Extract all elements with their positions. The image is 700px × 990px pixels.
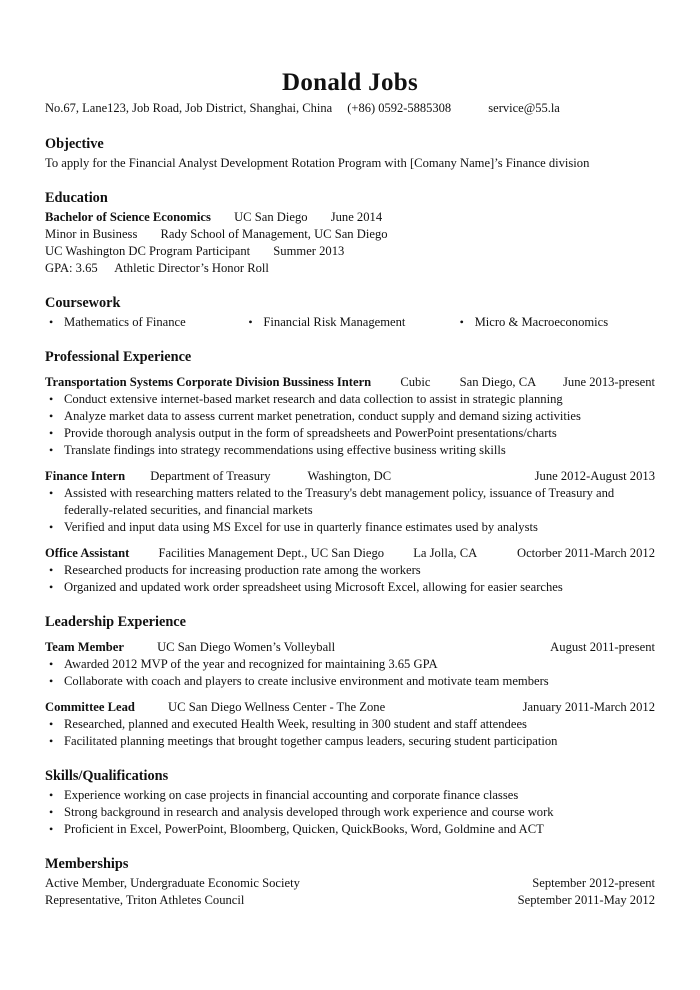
list-item: • Researched products for increasing production rate among the workers	[45, 562, 655, 579]
objective-title: Objective	[45, 136, 104, 152]
membership-date: September 2012-present	[532, 876, 655, 890]
list-item: • Facilitated planning meetings that brought together campus leaders, securing student participation	[45, 733, 655, 750]
job-role: Team Member	[45, 640, 124, 654]
job-date: January 2011-March 2012	[522, 700, 655, 714]
contact-line	[45, 100, 655, 117]
list-item: • Strong background in research and analysis developed through work experience and course work	[45, 804, 655, 821]
job-role: Office Assistant	[45, 546, 130, 560]
honor: Athletic Director’s Honor Roll	[114, 261, 269, 275]
list-item: • Researched, planned and executed Health Week, resulting in 300 student and staff attendees	[45, 716, 655, 733]
email: service@55.la	[488, 101, 560, 115]
leadership-entry	[45, 699, 655, 750]
membership-row	[45, 875, 655, 892]
leadership-title: Leadership Experience	[45, 614, 186, 630]
job-header	[45, 639, 655, 656]
list-item: • Verified and input data using MS Excel for use in quarterly finance estimates used by analysts	[45, 519, 655, 536]
education-minor-line	[45, 226, 655, 243]
candidate-name: Donald Jobs	[282, 69, 418, 96]
leadership-entry	[45, 639, 655, 690]
minor: Minor in Business	[45, 227, 138, 241]
job-org: Cubic	[400, 375, 431, 389]
education-program-line	[45, 243, 655, 260]
job-entry	[45, 374, 655, 459]
job-header	[45, 545, 655, 562]
education-title: Education	[45, 190, 108, 206]
coursework-title: Coursework	[45, 295, 121, 311]
program-date: Summer 2013	[273, 244, 345, 258]
program: UC Washington DC Program Participant	[45, 244, 251, 258]
list-item: • Micro & Macroeconomics	[456, 314, 655, 331]
job-role: Transportation Systems Corporate Division Bussiness Intern	[45, 375, 372, 389]
list-item: • Organized and updated work order spreadsheet using Microsoft Excel, allowing for easier searches	[45, 579, 655, 596]
job-bullets	[45, 716, 655, 750]
job-header	[45, 699, 655, 716]
job-location: La Jolla, CA	[413, 546, 478, 560]
job-entry	[45, 468, 655, 536]
list-item: • Experience working on case projects in financial accounting and corporate finance classes	[45, 787, 655, 804]
list-item: • Financial Risk Management	[244, 314, 455, 331]
list-item: • Conduct extensive internet-based market research and data collection to assist in strategic planning	[45, 391, 655, 408]
job-org: UC San Diego Women’s Volleyball	[157, 640, 336, 654]
education-gpa-line	[45, 260, 655, 277]
job-role: Finance Intern	[45, 469, 126, 483]
job-date: June 2012-August 2013	[534, 469, 655, 483]
job-bullets	[45, 485, 655, 536]
membership-text: Representative, Triton Athletes Council	[45, 893, 245, 907]
gpa: GPA: 3.65	[45, 261, 98, 275]
degree: Bachelor of Science Economics	[45, 210, 211, 224]
degree-date: June 2014	[330, 210, 383, 224]
job-entry	[45, 545, 655, 596]
minor-school: Rady School of Management, UC San Diego	[160, 227, 388, 241]
phone: (+86) 0592-5885308	[347, 101, 452, 115]
job-bullets	[45, 391, 655, 459]
school: UC San Diego	[234, 210, 308, 224]
list-item: • Provide thorough analysis output in the form of spreadsheets and PowerPoint presentations/charts	[45, 425, 655, 442]
job-header	[45, 374, 655, 391]
list-item: • Proficient in Excel, PowerPoint, Bloomberg, Quicken, QuickBooks, Word, Goldmine and ACT	[45, 821, 655, 838]
job-role: Committee Lead	[45, 700, 135, 714]
objective-text: To apply for the Financial Analyst Development Rotation Program with [Comany Name]’s Finance division	[45, 156, 590, 170]
skills-title: Skills/Qualifications	[45, 768, 169, 784]
job-org: UC San Diego Wellness Center - The Zone	[168, 700, 386, 714]
skills-list	[45, 787, 655, 838]
job-location: San Diego, CA	[459, 375, 537, 389]
membership-date: September 2011-May 2012	[517, 893, 655, 907]
job-bullets	[45, 656, 655, 690]
list-item: • Assisted with researching matters related to the Treasury's debt management policy, issuance of Treasury and federally-related securities, and financial markets	[45, 485, 655, 519]
job-org: Facilities Management Dept., UC San Diego	[158, 546, 385, 560]
address: No.67, Lane123, Job Road, Job District, Shanghai, China	[45, 101, 333, 115]
job-date: Octorber 2011-March 2012	[516, 546, 655, 560]
list-item: • Mathematics of Finance	[45, 314, 244, 331]
list-item: • Collaborate with coach and players to create inclusive environment and motivate team members	[45, 673, 655, 690]
job-date: June 2013-present	[563, 375, 655, 389]
list-item: • Translate findings into strategy recommendations using effective business writing skills	[45, 442, 655, 459]
job-location: Washington, DC	[307, 469, 392, 483]
professional-title: Professional Experience	[45, 349, 192, 365]
list-item: • Awarded 2012 MVP of the year and recognized for maintaining 3.65 GPA	[45, 656, 655, 673]
job-header	[45, 468, 655, 485]
job-org: Department of Treasury	[150, 469, 271, 483]
membership-row	[45, 892, 655, 909]
job-bullets	[45, 562, 655, 596]
membership-text: Active Member, Undergraduate Economic Society	[45, 876, 300, 890]
memberships-title: Memberships	[45, 856, 129, 872]
education-degree-line	[45, 209, 655, 226]
list-item: • Analyze market data to assess current market penetration, conduct supply and demand sizing activities	[45, 408, 655, 425]
coursework-list	[45, 314, 655, 331]
job-date: August 2011-present	[550, 640, 655, 654]
